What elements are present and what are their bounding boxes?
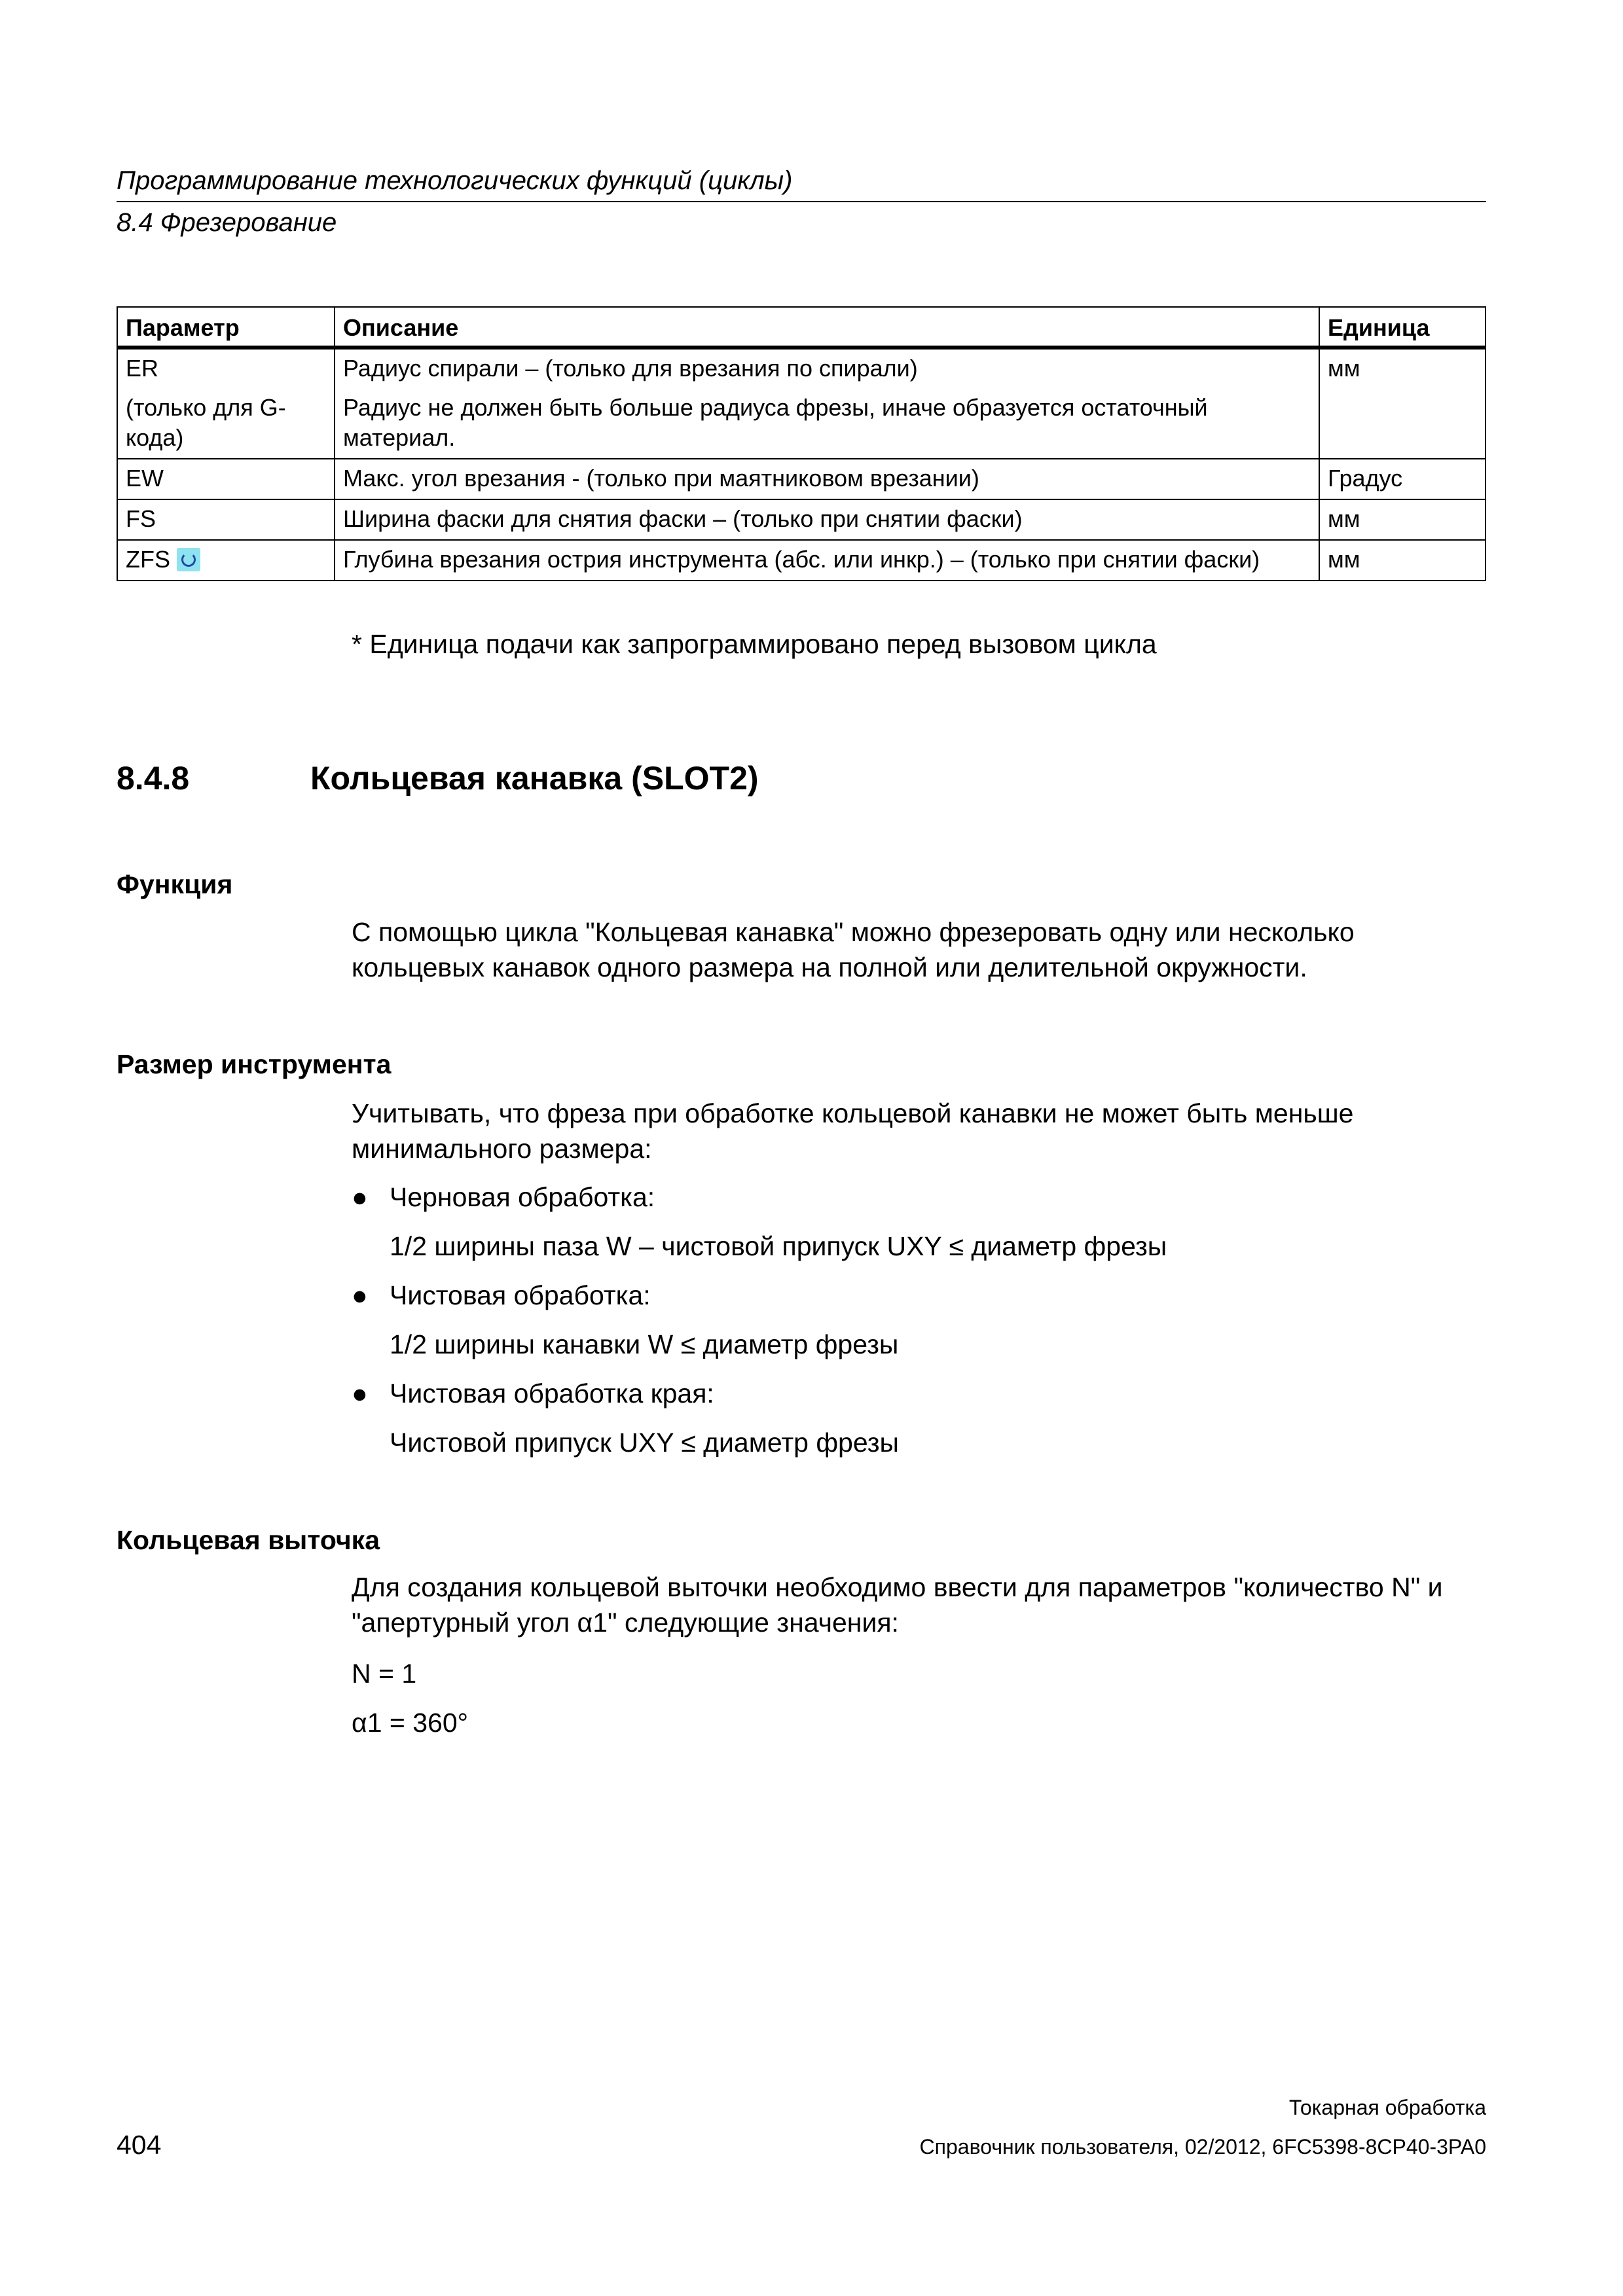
- function-text: С помощью цикла "Кольцевая канавка" можно фрезеровать одну или несколько кольцевых канавок одного размера на полной или делительной окружности.: [352, 917, 1355, 982]
- list-item: [352, 1182, 655, 1213]
- section-heading: [117, 759, 759, 797]
- param-cell: ER: [117, 348, 335, 389]
- list-item-label: Чистовая обработка:: [390, 1280, 651, 1310]
- param-cell: [117, 540, 335, 581]
- table-row: [117, 499, 1486, 540]
- table-row: [117, 348, 1486, 389]
- ring-groove-text: Для создания кольцевой выточки необходимо ввести для параметров "количество N" и "апертурный угол α1" следующие значения:: [352, 1572, 1443, 1638]
- running-header-title: Программирование технологических функций (циклы): [117, 166, 793, 195]
- ring-groove-heading: Кольцевая выточка: [117, 1525, 380, 1555]
- column-header-unit: Единица: [1319, 307, 1486, 348]
- parameter-table: [117, 306, 1486, 581]
- section-number: 8.4.8: [117, 760, 190, 797]
- unit-cell: мм: [1319, 348, 1486, 389]
- tool-size-intro: Учитывать, что фреза при обработке кольцевой канавки не может быть меньше минимального размера:: [352, 1098, 1354, 1164]
- function-heading: Функция: [117, 869, 233, 899]
- unit-cell: мм: [1319, 540, 1486, 581]
- unit-cell: Градус: [1319, 459, 1486, 499]
- table-row: [117, 540, 1486, 581]
- table-row-continued: [117, 389, 1486, 459]
- list-item-label: Чистовая обработка края:: [390, 1378, 714, 1408]
- list-item-detail: 1/2 ширины канавки W ≤ диаметр фрезы: [390, 1329, 899, 1359]
- description-cell: Радиус спирали – (только для врезания по спирали): [335, 348, 1319, 389]
- param-cell: FS: [117, 499, 335, 540]
- param-cell: EW: [117, 459, 335, 499]
- unit-cell: мм: [1319, 499, 1486, 540]
- bullet-icon: ●: [352, 1182, 368, 1212]
- list-item-detail: 1/2 ширины паза W – чистовой припуск UXY ≤ диаметр фрезы: [390, 1231, 1167, 1261]
- list-item: [352, 1378, 714, 1409]
- footer-manual: Справочник пользователя, 02/2012, 6FC5398-8CP40-3PA0: [919, 2135, 1486, 2159]
- section-title: Кольцевая канавка (SLOT2): [310, 760, 759, 797]
- description-cell: Ширина фаски для снятия фаски – (только при снятии фаски): [335, 499, 1319, 540]
- description-note-cell: Радиус не должен быть больше радиуса фрезы, иначе образуется остаточный материал.: [335, 389, 1319, 459]
- header-rule: [117, 201, 1486, 202]
- column-header-param: Параметр: [117, 307, 335, 348]
- param-label: ZFS: [126, 546, 170, 573]
- bullet-icon: ●: [352, 1378, 368, 1408]
- unit-empty-cell: [1319, 389, 1486, 459]
- ring-groove-value-angle: α1 = 360°: [352, 1708, 469, 1738]
- page-number: 404: [117, 2130, 162, 2160]
- description-cell: Макс. угол врезания - (только при маятниковом врезании): [335, 459, 1319, 499]
- description-cell: Глубина врезания острия инструмента (абс. или инкр.) – (только при снятии фаски): [335, 540, 1319, 581]
- column-header-description: Описание: [335, 307, 1319, 348]
- list-item-detail: Чистовой припуск UXY ≤ диаметр фрезы: [390, 1427, 900, 1458]
- list-item: [352, 1280, 651, 1311]
- list-item-label: Черновая обработка:: [390, 1182, 655, 1212]
- running-header-section: 8.4 Фрезерование: [117, 208, 337, 237]
- tool-size-heading: Размер инструмента: [117, 1049, 392, 1079]
- bullet-icon: ●: [352, 1280, 368, 1310]
- table-footnote: * Единица подачи как запрограммировано перед вызовом цикла: [352, 629, 1157, 659]
- footer-product: Токарная обработка: [1288, 2096, 1486, 2119]
- table-row: [117, 459, 1486, 499]
- table-header-row: [117, 307, 1486, 348]
- toggle-icon: [177, 548, 200, 571]
- ring-groove-value-n: N = 1: [352, 1659, 417, 1689]
- param-note-cell: (только для G-кода): [117, 389, 335, 459]
